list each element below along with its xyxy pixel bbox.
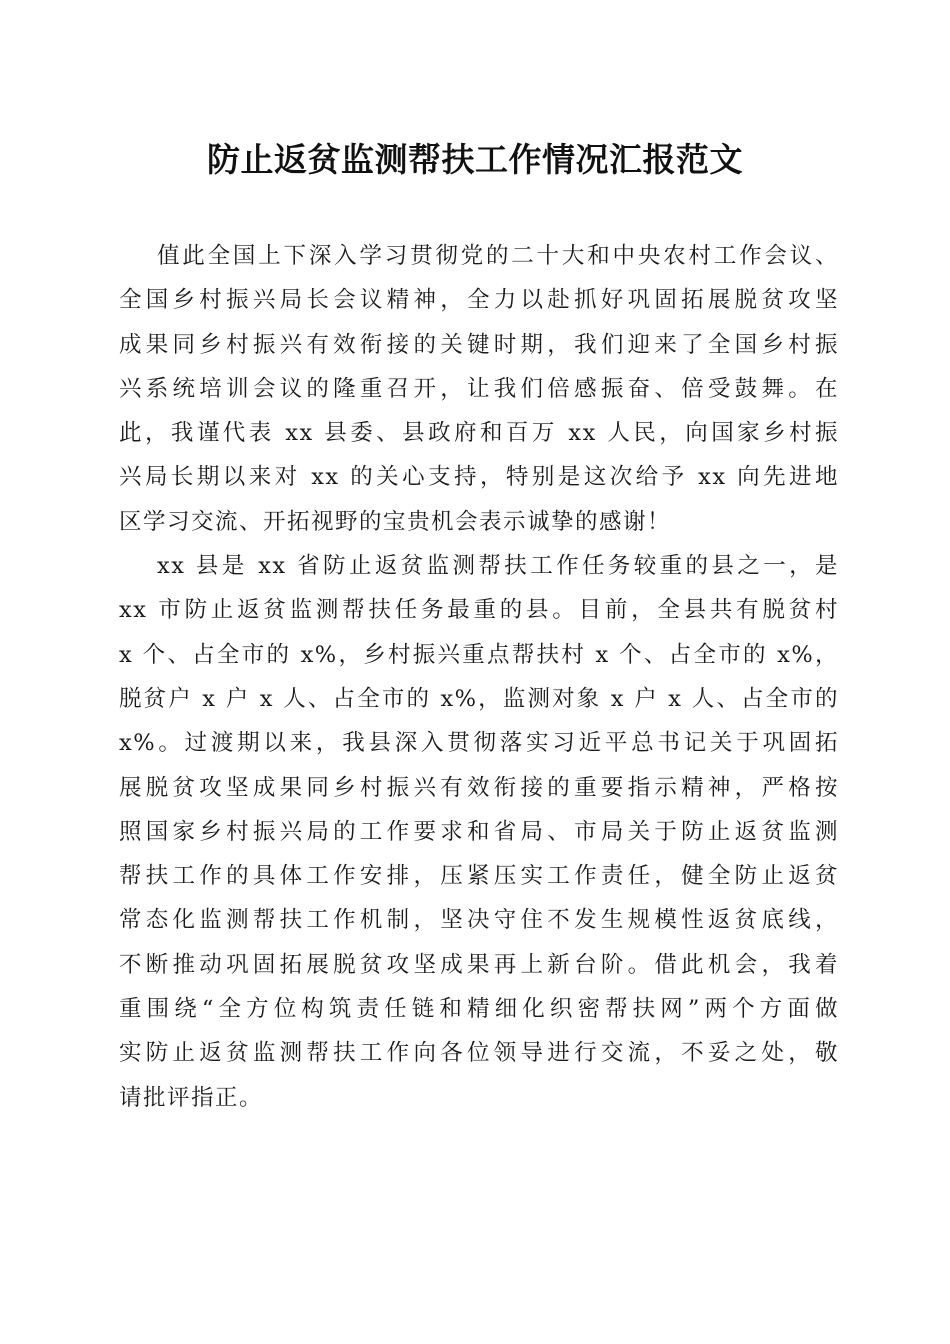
paragraph-line: 帮扶工作的具体工作安排，压紧压实工作责任，健全防止返贫	[119, 863, 839, 890]
paragraph-line: xx 市防止返贫监测帮扶任务最重的县。目前，全县共有脱贫村	[119, 597, 839, 624]
paragraph-line: xx 县是 xx 省防止返贫监测帮扶工作任务较重的县之一，是	[157, 553, 839, 580]
paragraph-line: 值此全国上下深入学习贯彻党的二十大和中央农村工作会议、	[157, 243, 839, 269]
paragraph-line: 实防止返贫监测帮扶工作向各位领导进行交流，不妥之处，敬	[119, 1040, 839, 1067]
document-body	[119, 234, 839, 1120]
paragraph-line: 脱贫户 x 户 x 人、占全市的 x%，监测对象 x 户 x 人、占全市的	[119, 685, 839, 712]
paragraph-line: 此，我谨代表 xx 县委、县政府和百万 xx 人民，向国家乡村振	[119, 420, 839, 447]
paragraph-line: 照国家乡村振兴局的工作要求和省局、市局关于防止返贫监测	[119, 818, 839, 845]
paragraph-line: 区学习交流、开拓视野的宝贵机会表示诚挚的感谢！	[119, 508, 672, 535]
paragraph-line: 重围绕“全方位构筑责任链和精细化织密帮扶网”两个方面做	[119, 996, 839, 1023]
paragraph-line: 不断推动巩固拓展脱贫攻坚成果再上新台阶。借此机会，我着	[119, 951, 839, 978]
paragraph-line: 兴系统培训会议的隆重召开，让我们倍感振奋、倍受鼓舞。在	[119, 375, 839, 402]
paragraph-line: 成果同乡村振兴有效衔接的关键时期，我们迎来了全国乡村振	[119, 331, 839, 358]
paragraph-line: x 个、占全市的 x%，乡村振兴重点帮扶村 x 个、占全市的 x%，	[119, 641, 839, 668]
document-title: 防止返贫监测帮扶工作情况汇报范文	[207, 140, 743, 179]
paragraph-1	[119, 234, 839, 544]
paragraph-line: x%。过渡期以来，我县深入贯彻落实习近平总书记关于巩固拓	[119, 730, 839, 757]
paragraph-line: 常态化监测帮扶工作机制，坚决守住不发生规模性返贫底线，	[119, 907, 839, 934]
paragraph-line: 请批评指正。	[119, 1084, 264, 1111]
paragraph-line: 兴局长期以来对 xx 的关心支持，特别是这次给予 xx 向先进地	[119, 464, 839, 491]
paragraph-line: 全国乡村振兴局长会议精神，全力以赴抓好巩固拓展脱贫攻坚	[119, 287, 839, 314]
paragraph-2	[119, 544, 839, 1120]
paragraph-line: 展脱贫攻坚成果同乡村振兴有效衔接的重要指示精神，严格按	[119, 774, 839, 801]
